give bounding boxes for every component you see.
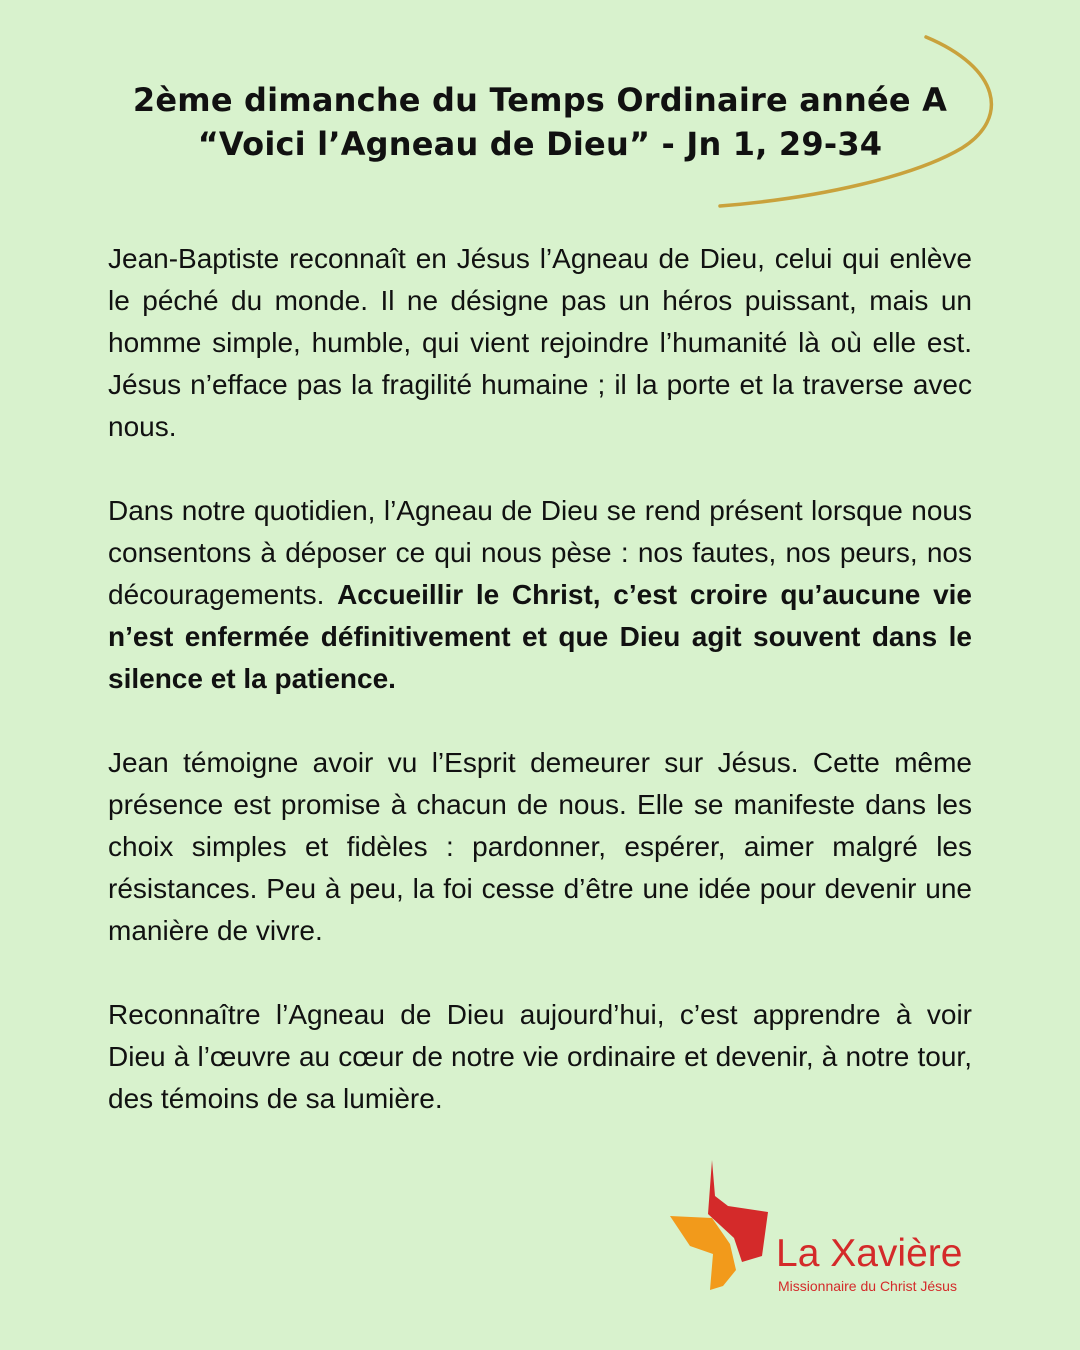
la-xaviere-logo [668,1158,988,1298]
paragraph-2-emphasis: Accueillir le Christ, c’est croire qu’aucune vie n’est enfermée définitivement et que Dieu agit souvent dans le silence et la patience. [108,579,972,694]
paragraph-1: Jean-Baptiste reconnaît en Jésus l’Agneau de Dieu, celui qui enlève le péché du monde. Il ne désigne pas un héros puissant, mais un homme simple, humble, qui vient rejoindre l’humanité là où elle est. Jésus n’efface pas la fragilité humaine ; il la porte et la traverse avec nous. [108,243,972,442]
paragraph-2 [108,490,972,700]
title-line-1: 2ème dimanche du Temps Ordinaire année A [132,81,948,119]
paragraph-3: Jean témoigne avoir vu l’Esprit demeurer sur Jésus. Cette même présence est promise à chacun de nous. Elle se manifeste dans les choix simples et fidèles : pardonner, espérer, aimer malgré les résistances. Peu à peu, la foi cesse d’être une idée pour devenir une manière de vivre. [108,747,972,946]
cross-logo-icon [668,1158,778,1293]
reflection-text [108,238,972,1162]
paragraph-4: Reconnaître l’Agneau de Dieu aujourd’hui, c’est apprendre à voir Dieu à l’œuvre au cœur de notre vie ordinaire et devenir, à notre tour, des témoins de sa lumière. [108,999,972,1114]
title-line-2: “Voici l’Agneau de Dieu” - Jn 1, 29-34 [197,125,883,163]
paragraph-2-text: Dans notre quotidien, l’Agneau de Dieu se rend présent lorsque nous consentons à déposer ce qui nous pèse : nos fautes, nos peurs, nos découragements. [108,495,972,610]
page-title [108,78,972,166]
brand-tagline: Missionnaire du Christ Jésus [778,1278,957,1294]
brand-name: La Xavière [776,1232,963,1275]
